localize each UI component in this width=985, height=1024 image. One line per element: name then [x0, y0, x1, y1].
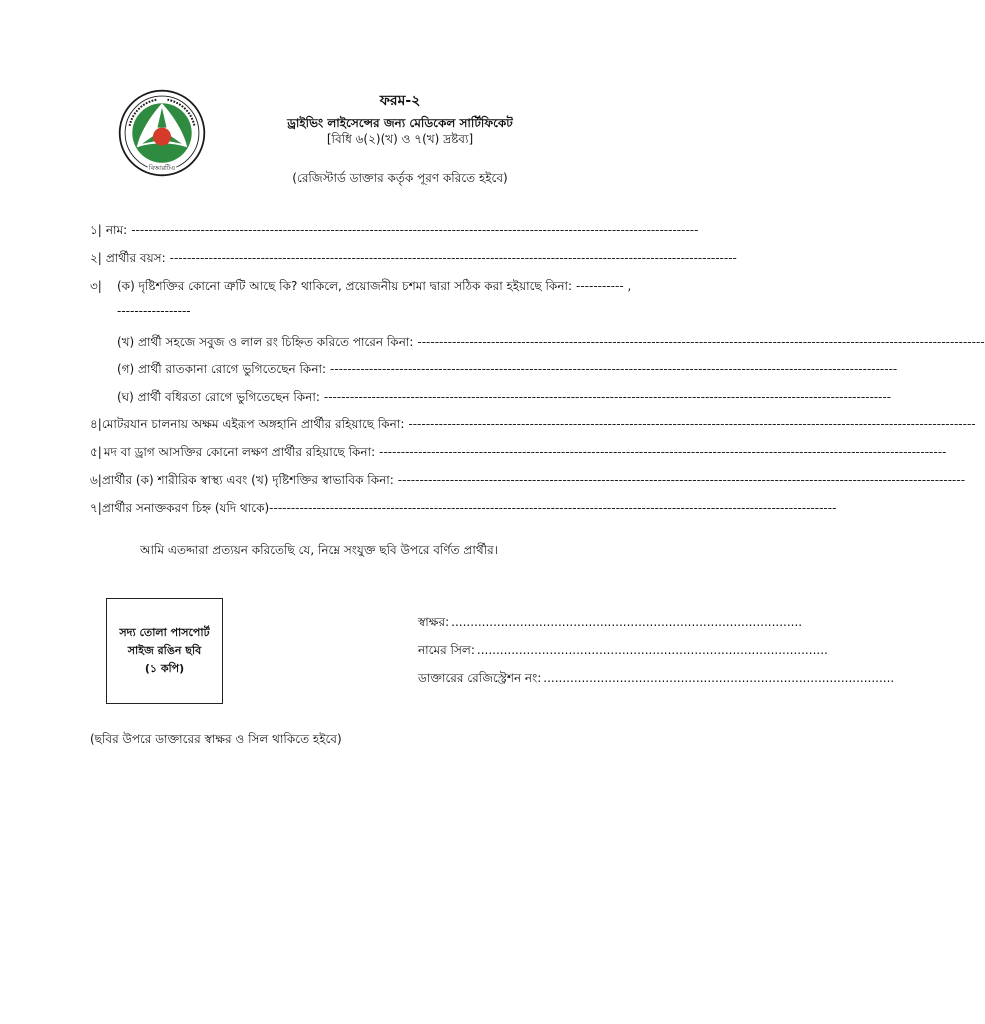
field-deafness[interactable]	[117, 389, 892, 409]
brta-logo	[117, 88, 207, 178]
form-number: ফরম-২	[379, 93, 421, 109]
field-color-vision[interactable]	[117, 334, 985, 354]
field-number: ২|	[90, 251, 102, 265]
field-eyesight-continuation[interactable]: -----------------	[117, 304, 191, 318]
field-night-blindness[interactable]	[117, 361, 898, 381]
photo-label-line: সদ্য তোলা পাসপোর্ট	[119, 626, 210, 639]
certificate-title: ড্রাইভিং লাইসেন্সের জন্য মেডিকেল সার্টিফিকেট	[287, 116, 513, 130]
registration-number-blank[interactable]: ............................................................................................	[543, 671, 895, 685]
field-label: (ক) দৃষ্টিশক্তির কোনো ত্রুটি আছে কি? থাকিলে, প্রয়োজনীয় চশমা দ্বারা সঠিক করা হইয়াছে কিনা:	[117, 279, 573, 293]
field-number: ৩|	[90, 279, 102, 293]
registration-number-field[interactable]	[418, 670, 895, 690]
signature-label: স্বাক্ষর:	[418, 615, 450, 629]
field-name[interactable]	[90, 222, 699, 242]
field-blank[interactable]: -----------------------------------------------------------------------------------------------------------------------------------	[131, 223, 699, 237]
field-identification-mark[interactable]	[90, 500, 837, 520]
photo-label-line: সাইজ রঙিন ছবি	[127, 644, 202, 657]
logo-seal-text: বিআরটিএ	[148, 164, 176, 172]
field-blank[interactable]: -----------------------------------------------------------------------------------------------------------------------------------	[397, 473, 966, 487]
fill-instruction: (রেজিস্টার্ড ডাক্তার কর্তৃক পূরণ করিতে হইবে)	[292, 171, 508, 185]
field-blank[interactable]: -----------------------------------------------------------------------------------------------------------------------------------	[269, 501, 837, 515]
field-blank[interactable]: -----------------------------------------------------------------------------------------------------------------------------------	[408, 417, 976, 431]
field-blank[interactable]: -----------------------------------------------------------------------------------------------------------------------------------	[323, 390, 892, 404]
field-age[interactable]	[90, 250, 737, 270]
field-number: ৫|	[90, 445, 102, 459]
name-seal-field[interactable]	[418, 642, 828, 662]
photo-placeholder-box[interactable]	[106, 598, 223, 704]
signature-field[interactable]	[418, 614, 803, 634]
field-health[interactable]	[90, 472, 966, 492]
field-disability[interactable]	[90, 416, 976, 436]
field-number: ৪|	[90, 417, 102, 431]
field-label: (খ) প্রার্থী সহজে সবুজ ও লাল রং চিহ্নিত করিতে পারেন কিনা:	[117, 335, 414, 349]
field-label: প্রার্থীর (ক) শারীরিক স্বাস্থ্য এবং (খ) দৃষ্টিশক্তির স্বাভাবিক কিনা:	[101, 473, 394, 487]
field-label: প্রার্থীর বয়স:	[105, 251, 166, 265]
field-eyesight[interactable]	[90, 278, 675, 298]
field-label: প্রার্থীর সনাক্তকরণ চিহ্ন (যদি থাকে)	[101, 501, 270, 515]
field-number: ১|	[90, 223, 102, 237]
signature-blank[interactable]: ............................................................................................	[451, 615, 803, 629]
field-label: (গ) প্রার্থী রাতকানা রোগে ভুগিতেছেন কিনা:	[117, 362, 327, 376]
name-seal-label: নামের সিল:	[418, 643, 475, 657]
field-addiction[interactable]	[90, 444, 947, 464]
photo-instruction-note: (ছবির উপরে ডাক্তারের স্বাক্ষর ও সিল থাকিতে হইবে)	[90, 732, 342, 746]
field-blank[interactable]: -----------------------------------------------------------------------------------------------------------------------------------	[169, 251, 737, 265]
registration-number-label: ডাক্তারের রেজিস্ট্রেশন নং:	[418, 671, 542, 685]
field-blank[interactable]: -----------------------------------------------------------------------------------------------------------------------------------	[417, 335, 985, 349]
field-number: ৬|	[90, 473, 102, 487]
photo-label-line: (১ কপি)	[144, 662, 185, 675]
name-seal-blank[interactable]: ............................................................................................	[476, 643, 828, 657]
field-number: ৭|	[90, 501, 102, 515]
field-blank[interactable]: ----------- ,	[576, 279, 632, 293]
declaration-text: আমি এতদ্দারা প্রত্যয়ন করিতেছি যে, নিম্নে সংযুক্ত ছবি উপরে বর্ণিত প্রার্থীর।	[140, 543, 498, 557]
field-label: মদ বা ড্রাগ আসক্তির কোনো লক্ষণ প্রার্থীর রহিয়াছে কিনা:	[103, 445, 376, 459]
field-label: নাম:	[105, 223, 128, 237]
rule-reference: [বিধি ৬(২)(খ) ও ৭(খ) দ্রষ্টব্য]	[326, 132, 474, 146]
field-label: (ঘ) প্রার্থী বধিরতা রোগে ভুগিতেছেন কিনা:	[117, 390, 320, 404]
field-label: মোটরযান চালনায় অক্ষম এইরূপ অঙ্গহানি প্রার্থীর রহিয়াছে কিনা:	[101, 417, 405, 431]
field-blank[interactable]: -----------------------------------------------------------------------------------------------------------------------------------	[379, 445, 947, 459]
field-blank[interactable]: -----------------------------------------------------------------------------------------------------------------------------------	[330, 362, 898, 376]
